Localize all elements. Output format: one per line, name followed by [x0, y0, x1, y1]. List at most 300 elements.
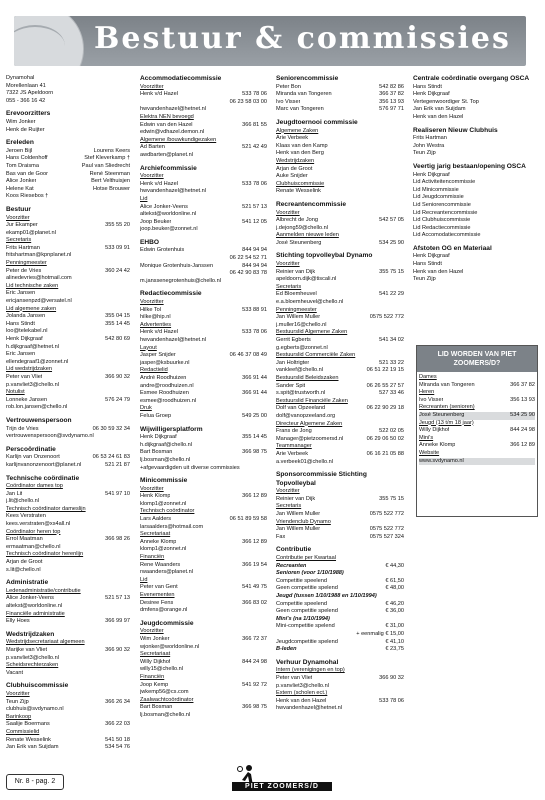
- entry-text: 055 - 366 16 42: [6, 97, 46, 104]
- entry-row: [140, 219, 267, 227]
- entry-label: Geen competitie spelend: [276, 608, 338, 615]
- entry-text: hwvandenhazel@hetnet.nl: [140, 337, 207, 343]
- entry-text: vertrouwenspersoon@svdynamo.nl: [6, 433, 94, 440]
- entry-text: 7322 JS Apeldoorn: [6, 90, 54, 97]
- entry-text: hwvandenhazel@hetnet.nl: [140, 106, 207, 113]
- role-label: Technisch coördinator herenlijn: [6, 551, 84, 558]
- entry-row: [140, 390, 267, 398]
- entry-label: Tom Draisma: [6, 162, 39, 169]
- entry-text: Arie Verbeek: [276, 135, 309, 142]
- entry-label: José Steunenberg: [276, 239, 322, 246]
- entry-text: a.verbeek01@chello.nl: [276, 458, 333, 465]
- role-label: Secretaris: [276, 503, 302, 510]
- entry-label: Henk Dijkgraaf: [6, 336, 43, 342]
- entry-value: Bert Velthuisjen: [91, 178, 130, 185]
- role-label: Directeur Algemene Zaken: [276, 420, 343, 427]
- entry-value: 521 57 13: [242, 203, 267, 210]
- entry-row: [276, 390, 404, 398]
- entry-value: 366 12 89: [242, 538, 267, 545]
- section-heading: Minicommissie: [140, 477, 188, 485]
- entry-value: 0575 522 772: [369, 511, 404, 518]
- entry-label: Frits Hartman: [6, 244, 40, 251]
- entry-label: Ed Bloemheuvel: [276, 291, 317, 298]
- entry-value: 355 75 15: [379, 268, 404, 275]
- entry-text: Henk Dijkgraaf: [413, 253, 450, 260]
- entry-row: [140, 352, 267, 360]
- section-heading: Jeugdtoernooi commissie: [276, 118, 358, 126]
- role-label: Website: [419, 449, 440, 456]
- entry-row: [276, 639, 404, 647]
- entry-label: Competitie speelend: [276, 577, 327, 584]
- entry-label: Felua Groep: [140, 412, 172, 419]
- entry-value: 366 98 75: [242, 449, 267, 456]
- membership-box: [416, 345, 538, 517]
- entry-text: rwaanders@planet.nl: [140, 569, 193, 576]
- entry-value: 541 50 18: [105, 736, 130, 743]
- entry-row: [276, 269, 404, 277]
- entry-value: € 41,10: [385, 638, 404, 645]
- entry-value: 355 14 45: [242, 434, 267, 441]
- entry-row: [140, 659, 267, 667]
- entry-label: B-leden: [276, 646, 297, 653]
- section: [413, 75, 541, 122]
- entry-text: g.egberts@zonnet.nl: [276, 344, 328, 351]
- section-heading: Verhuur Dynamohal: [276, 658, 339, 666]
- entry-value: 366 91 44: [242, 374, 267, 381]
- entry-text: p.vanvliet3@chello.nl: [276, 682, 329, 689]
- entry-text: s.lit@chello.nl: [6, 566, 41, 573]
- entry-value: 366 72 37: [242, 635, 267, 642]
- entry-value: 366 12 89: [242, 493, 267, 500]
- entry-value: € 36,00: [385, 608, 404, 615]
- role-label: Clubhuiscommissie: [276, 180, 325, 187]
- entry-label: Helene Kat: [6, 185, 34, 192]
- entry-value: 06 16 21 05 88: [366, 450, 404, 457]
- role-label: Coördinator dames top: [6, 483, 63, 490]
- entry-value: Paul van Sliedrecht: [81, 162, 130, 169]
- entry-label: Esmee Roodhuizen: [140, 390, 189, 397]
- entry-value: René Steenman: [89, 170, 130, 177]
- entry-value: [127, 290, 130, 298]
- entry-text: kees.verstraten@xs4all.nl: [6, 521, 71, 528]
- role-label: Redactielid: [140, 367, 168, 374]
- entry-value: Hotse Brouwer: [93, 185, 130, 192]
- section: [6, 417, 130, 441]
- entry-label: Ivo Visser: [419, 396, 444, 403]
- entry-value: 366 83 02: [242, 599, 267, 606]
- entry-row: [419, 427, 535, 435]
- entry-text: klomp1@zonnet.nl: [140, 546, 187, 553]
- role-label: Evenementen: [140, 592, 175, 598]
- entry-text: Henk van den Hazel: [413, 113, 464, 120]
- entry-text: jwkemp56@cs.com: [140, 689, 189, 696]
- entry-row: [140, 636, 267, 644]
- role-label: Heren: [419, 389, 435, 396]
- entry-value: 06 53 24 61 83: [92, 454, 130, 461]
- entry-label: Arie Verbeek: [276, 450, 309, 457]
- entry-text: clubhuis@svdynamo.nl: [6, 706, 64, 713]
- entry-label: Jolanda Jansen: [6, 313, 46, 320]
- entry-label: Joop Beuker: [140, 218, 172, 225]
- entry-row: [276, 337, 404, 345]
- section-heading: Wedstrijdzaken: [6, 630, 55, 638]
- column-4: [413, 75, 541, 289]
- role-label: Advertenties: [140, 321, 172, 328]
- entry-row: [140, 493, 267, 501]
- entry-value: 541 34 02: [379, 337, 404, 343]
- entry-label: Renate Wesselink: [6, 736, 51, 743]
- entry-value: € 44,30: [385, 562, 404, 569]
- role-label: Scheidsrechterzaken: [6, 662, 59, 669]
- entry-value: 366 98 26: [105, 536, 130, 543]
- membership-box-body: [417, 372, 537, 467]
- entry-text: fritshartman@kpnplanet.nl: [6, 252, 72, 259]
- entry-value: 366 22 03: [105, 721, 130, 728]
- role-label: Secretariaat: [140, 651, 171, 658]
- entry-row: [6, 699, 130, 707]
- entry-value: 355 04 15: [105, 313, 130, 320]
- entry-value: 06 30 59 32 34: [92, 425, 130, 432]
- entry-row: [6, 737, 130, 745]
- entry-value: 521 57 13: [105, 595, 130, 602]
- entry-label: Jur Ekamper: [6, 222, 38, 229]
- entry-row: [140, 329, 267, 337]
- entry-row: [6, 618, 130, 626]
- role-label: Financiën: [140, 673, 165, 680]
- role-label: Intern (verenigingen en top): [276, 667, 345, 674]
- role-label: Voorzitter: [140, 173, 164, 180]
- entry-value: 844 94 94: [242, 247, 267, 254]
- section: [276, 546, 404, 653]
- section: [276, 119, 404, 196]
- entry-text: ekamp01@planet.nl: [6, 229, 56, 236]
- section: [140, 620, 267, 720]
- entry-value: 521 33 22: [379, 359, 404, 366]
- volleyball-icon: [14, 16, 84, 66]
- entry-row: [6, 155, 130, 163]
- entry-label: José Steunenberg: [419, 411, 465, 418]
- entry-label: Wim Jonker: [140, 635, 170, 642]
- entry-value: 549 25 00: [242, 412, 267, 419]
- section: [140, 426, 267, 473]
- entry-value: 542 57 05: [379, 217, 404, 224]
- entry-label: Karlijn van Onzenoort: [6, 454, 60, 461]
- entry-label: Eric Jansen: [6, 290, 36, 297]
- entry-label: Saalije Boermans: [6, 721, 50, 728]
- role-label: Secretaris: [6, 237, 32, 244]
- section-heading: Technische coördinatie: [6, 474, 80, 482]
- role-label: Barinkoop: [6, 713, 32, 720]
- entry-row: [276, 631, 404, 639]
- entry-text: willy15@chello.nl: [140, 666, 183, 673]
- entry-value: 534 54 76: [105, 744, 130, 751]
- section-heading: Accommodatiecommissie: [140, 75, 222, 82]
- entry-text: Teun Zijp: [413, 150, 436, 157]
- entry-label: Jeugdcompetitie spelend: [276, 638, 338, 645]
- entry-row: [276, 91, 404, 99]
- entry-text: Lid Clubhuiscommissie: [413, 217, 471, 224]
- entry-value: € 23,75: [385, 646, 404, 653]
- entry-value: 366 37 82: [379, 91, 404, 98]
- role-label: Lid wedstrijdzaken: [6, 366, 53, 373]
- role-label: Notulist: [6, 389, 25, 396]
- entry-row: [140, 263, 267, 271]
- entry-text: klomp1@zonnet.nl: [140, 500, 187, 507]
- role-label: Voorzitter: [276, 209, 300, 216]
- entry-label: Alice Jonker-Veens: [6, 595, 54, 602]
- entry-label: Monique Grotenhuis-Janssen: [140, 262, 214, 269]
- header-banner: [14, 16, 526, 66]
- role-label: Technisch coördinator: [140, 508, 195, 515]
- section: [6, 110, 130, 134]
- entry-row: [140, 181, 267, 189]
- entry-text: esmee@roodhuizen.nl: [140, 397, 197, 404]
- entry-row: [140, 562, 267, 570]
- entry-value: 356 13 93: [379, 98, 404, 105]
- entry-row: [6, 148, 130, 156]
- entry-row: [276, 534, 404, 542]
- entry-text: Lid Redactiecommissie: [413, 224, 471, 231]
- entry-row: [6, 397, 130, 405]
- entry-label: Geen competitie spelend: [276, 585, 338, 592]
- entry-label: Jan Willem Muller: [276, 526, 321, 533]
- entry-text: edwin@vdhazel.demon.nl: [140, 129, 205, 136]
- entry-value: 533 78 06: [379, 697, 404, 704]
- role-label: Aanmelden nieuwe leden: [276, 232, 339, 239]
- section: [6, 75, 130, 105]
- entry-row: [276, 526, 404, 534]
- role-label: Lid algemene zaken: [6, 305, 57, 312]
- entry-text: Henk Dijkgraaf: [413, 91, 450, 98]
- entry-label: Alice Jonker: [6, 178, 37, 185]
- entry-value: 366 90 32: [379, 674, 404, 681]
- entry-row: [276, 496, 404, 504]
- entry-value: 541 22 29: [379, 291, 404, 298]
- entry-row: [276, 608, 404, 616]
- entry-text: Teun Zijp: [413, 276, 436, 283]
- entry-label: Henk Klomp: [140, 493, 171, 500]
- entry-text: Klaas van den Kamp: [276, 142, 328, 149]
- entry-label: Willy Dijkhof: [419, 427, 450, 434]
- section: [6, 631, 130, 678]
- entry-row: [276, 698, 404, 706]
- entry-value: € 31,00: [385, 623, 404, 630]
- role-label: Zaalwachtcoördinator: [140, 696, 194, 703]
- entry-label: karlijnvanonzenoort@planet.nl: [6, 461, 82, 468]
- entry-row: [6, 290, 130, 298]
- entry-row: [140, 270, 267, 278]
- role-label: Voorzitter: [276, 261, 300, 268]
- entry-value: 366 91 44: [242, 390, 267, 397]
- section: [140, 75, 267, 160]
- entry-value: Lourens Keers: [93, 147, 130, 154]
- entry-text: Arjan de Groot: [276, 165, 313, 172]
- entry-text: Jeugd (tussen 1/10/1988 en 1/10/1994): [276, 593, 377, 599]
- entry-label: Henk v/d Hazel: [140, 180, 178, 187]
- entry-text: andre@roodhuizen.nl: [140, 382, 194, 389]
- entry-row: [6, 171, 130, 179]
- entry-row: [140, 99, 267, 107]
- entry-label: vankleef@chello.nl: [276, 367, 324, 374]
- entry-row: [6, 321, 130, 329]
- entry-text: Hans Stindt: [413, 261, 442, 268]
- section: [276, 471, 404, 541]
- entry-label: Lars Aalders: [140, 516, 172, 523]
- entry-label: Competitie speelend: [276, 600, 327, 607]
- entry-text: p.vanvliet3@chello.nl: [6, 381, 59, 388]
- entry-label: Mini-competitie spelend: [276, 623, 335, 630]
- piet-zoomers-logo: [232, 764, 332, 792]
- entry-text: +afgevaardigden uit diverse commissies: [140, 464, 240, 471]
- entry-text: www.svdynamo.nl: [419, 458, 535, 466]
- entry-row: [276, 646, 404, 654]
- entry-value: 355 55 20: [105, 222, 130, 229]
- entry-value: 360 24 42: [105, 267, 130, 274]
- entry-value: 366 99 97: [105, 618, 130, 625]
- entry-value: 06 51 89 59 58: [229, 516, 267, 523]
- entry-label: Jan Lit: [6, 490, 23, 497]
- entry-label: Miranda van Tongeren: [276, 91, 332, 98]
- role-label: Voorzitter: [6, 690, 30, 697]
- entry-value: 366 26 34: [105, 698, 130, 705]
- role-label: Voorzitter: [140, 299, 164, 306]
- role-label: Financiële administratie: [6, 610, 65, 617]
- column-3: [276, 75, 404, 718]
- entry-label: Peter van Vliet: [6, 373, 43, 380]
- entry-row: [419, 382, 535, 390]
- role-label: Vriendenclub Dynamo: [276, 518, 331, 525]
- entry-row: [276, 314, 404, 322]
- entry-label: Jasper Snijder: [140, 352, 176, 359]
- entry-text: lj.bosman@chello.nl: [140, 711, 191, 718]
- entry-text: altekst@worldonline.nl: [6, 603, 63, 609]
- section-heading: Contributie: [276, 546, 312, 554]
- role-label: Layout: [140, 344, 157, 351]
- role-label: Druk: [140, 405, 152, 412]
- entry-row: [6, 462, 130, 470]
- entry-row: [276, 451, 404, 459]
- entry-value: 541 92 72: [242, 681, 267, 688]
- membership-box-title: LID WORDEN VAN PIET ZOOMERS/D?: [417, 346, 537, 372]
- role-label: Bestuurslid Algemene Zaken: [276, 329, 348, 336]
- entry-text: Lid Seniorencommissie: [413, 201, 471, 208]
- role-label: Extern (scholen ect.): [276, 690, 328, 697]
- entry-row: [276, 585, 404, 593]
- entry-label: Manager@pietzoomersd.nl: [276, 435, 344, 442]
- role-label: Secretaris: [276, 283, 302, 290]
- entry-label: Marijke van Vliet: [6, 646, 48, 653]
- role-label: Secretariaat: [140, 531, 171, 538]
- entry-value: + eenmalig € 15,00: [356, 630, 404, 637]
- entry-text: Mini's (na 1/10/1994): [276, 615, 330, 622]
- entry-row: [6, 245, 130, 253]
- entry-label: Reinier van Dijk: [276, 268, 316, 275]
- entry-label: Willy Dijkhof: [140, 658, 171, 665]
- entry-label: Henk Dijkgraaf: [140, 434, 177, 441]
- role-label: Lid: [140, 195, 148, 202]
- entry-row: [276, 367, 404, 375]
- entry-value: 0575 522 772: [369, 314, 404, 321]
- entry-text: hilke@hip.nl: [140, 314, 171, 321]
- entry-text: Lid Activiteitencommissie: [413, 179, 476, 186]
- section: [413, 127, 541, 158]
- entry-row: [140, 307, 267, 315]
- entry-value: 542 80 69: [105, 336, 130, 342]
- role-label: Financiën: [140, 554, 165, 561]
- entry-value: € 61,50: [385, 577, 404, 584]
- entry-label: Jan Willem Muller: [276, 511, 321, 518]
- entry-label: Dolf van Opzeeland: [276, 405, 326, 412]
- entry-value: 366 90 32: [105, 373, 130, 380]
- entry-label: Rene Waanders: [140, 561, 181, 568]
- entry-label: Jan Holtrigter: [276, 359, 310, 366]
- entry-value: 366 81 55: [242, 121, 267, 128]
- entry-value: 541 49 75: [242, 584, 267, 591]
- entry-label: Anneke Klomp: [419, 442, 456, 449]
- entry-value: € 48,00: [385, 585, 404, 592]
- role-label: Teammanager: [276, 443, 312, 450]
- section-heading: EHBO: [140, 238, 160, 246]
- entry-text: j.dejong59@chello.nl: [276, 224, 329, 231]
- entry-text: j.lit@chello.nl: [6, 498, 40, 505]
- section-heading: Jeugdcommissie: [140, 619, 194, 627]
- section: [413, 245, 541, 284]
- entry-value: 541 97 10: [105, 490, 130, 497]
- entry-label: Jeroen Bijl: [6, 147, 33, 154]
- section-heading: Wijwilligersplatform: [140, 425, 203, 433]
- entry-label: Henk v/d Hazel: [140, 91, 178, 98]
- entry-label: Trijn de Vries: [6, 425, 39, 432]
- entry-value: 576 24 79: [105, 396, 130, 403]
- entry-label: Desiree Fens: [140, 599, 174, 606]
- entry-text: Auke Snijder: [276, 173, 308, 180]
- entry-label: Edwin Grotenhuis: [140, 247, 185, 254]
- entry-row: [276, 623, 404, 631]
- entry-row: [6, 721, 130, 729]
- entry-text: Koos Riesebos †: [6, 193, 49, 200]
- section-heading: Recreantencommissie: [276, 200, 347, 208]
- entry-row: [6, 536, 130, 544]
- section: [6, 446, 130, 470]
- section-heading: Bestuur: [6, 205, 31, 213]
- role-label: Coördinator heren top: [6, 528, 61, 535]
- entry-row: [6, 336, 130, 344]
- entry-row: [276, 360, 404, 368]
- entry-row: [6, 595, 130, 603]
- entry-label: Lonneke Jansen: [6, 396, 48, 403]
- entry-label: Peter van Vliet: [276, 674, 313, 681]
- entry-text: dolf@vanopzeeland.org: [276, 412, 336, 419]
- entry-row: [140, 413, 267, 421]
- entry-text: Wim Jonker: [6, 118, 36, 125]
- entry-row: [276, 217, 404, 225]
- entry-row: [276, 436, 404, 444]
- entry-row: [276, 601, 404, 609]
- section: [276, 75, 404, 114]
- section-heading: Centrale coördinatie overgang OSCA: [413, 75, 530, 82]
- section-heading: Veertig jarig bestaan/opening OSCA: [413, 162, 526, 170]
- entry-row: [6, 491, 130, 499]
- entry-value: 06 51 22 19 15: [366, 367, 404, 374]
- entry-row: [140, 247, 267, 255]
- entry-value: 533 78 06: [242, 91, 267, 98]
- entry-row: [140, 204, 267, 212]
- entry-value: 844 24 98: [242, 658, 267, 665]
- entry-text: Arjan de Groot: [6, 559, 43, 566]
- entry-row: [140, 584, 267, 592]
- entry-row: [276, 240, 404, 248]
- entry-row: [276, 578, 404, 586]
